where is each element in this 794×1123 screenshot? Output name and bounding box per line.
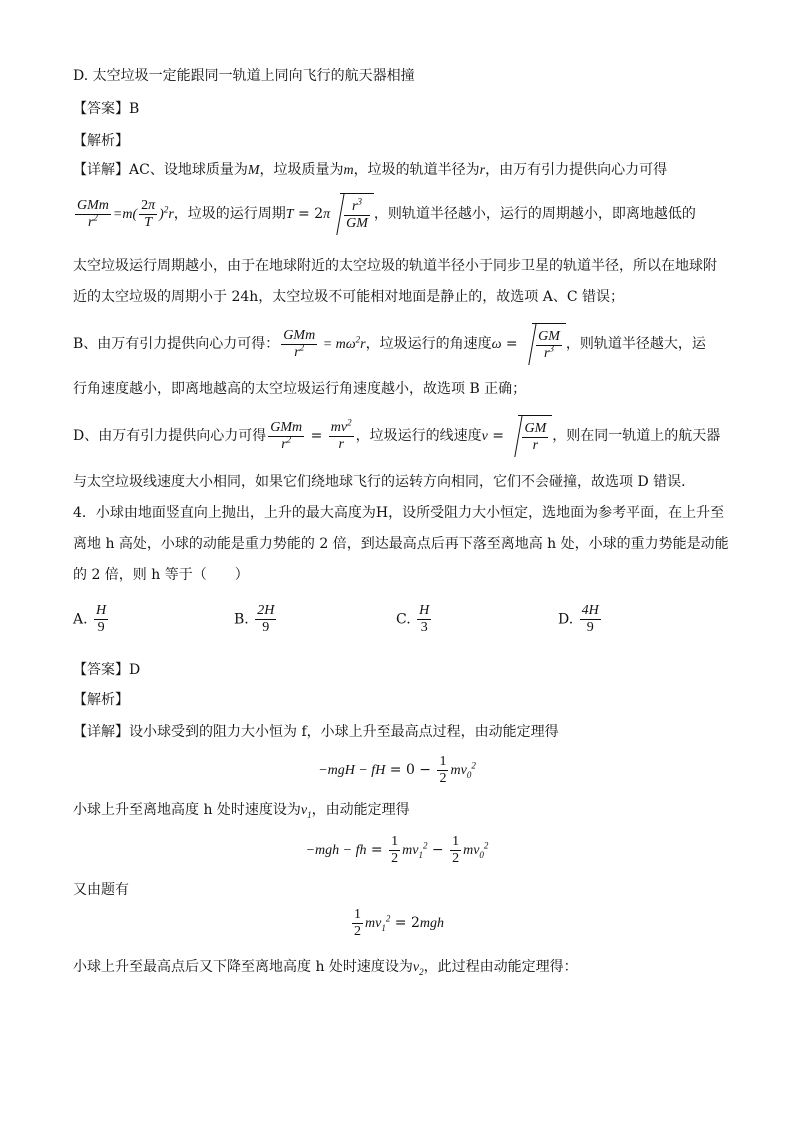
- equation-3: $\frac{1}{2}$ $mv_1^2 = 2mgh$: [354, 906, 444, 939]
- q3-detail-line-3: 太空垃圾运行周期越小，由于在地球附近的太空垃圾的轨道半径小于同步卫星的轨道半径，所以在地球附: [73, 258, 717, 274]
- q4-analysis-label: 【解析】: [73, 692, 129, 708]
- sqrt-r3-gm: $\frac{r^3}{GM}$: [330, 193, 374, 235]
- q4-option-d: D. $\frac{4H}{9}$: [558, 603, 599, 635]
- q4-option-a: A. $\frac{H}{9}$: [73, 603, 107, 635]
- q4-text-4: 小球上升至最高点后又下降至离地高度 h 处时速度设为$v_2$，此过程由动能定理得：: [73, 959, 578, 977]
- q4-text-3: 又由题有: [73, 882, 129, 898]
- q3-d-line-2: 与太空垃圾线速度大小相同，如果它们绕地球飞行的运转方向相同，它们不会碰撞，故选项 D 错误．: [73, 474, 696, 490]
- equation-1: −mgH − fH = 0 − $\frac{1}{2}$ $mv_0^2$: [318, 753, 476, 786]
- q3-answer: [73, 99, 139, 119]
- equation-2: −mgh − fh = $\frac{1}{2}$ $mv_1^2$ − $\frac{1}{2}$ $mv_0^2$: [305, 833, 489, 866]
- q4-option-c: C. $\frac{H}{3}$: [396, 603, 430, 635]
- q4-answer: 【答案】D: [73, 662, 141, 678]
- q3-detail-line-4: 近的太空垃圾的周期小于 24h，太空垃圾不可能相对地面是静止的，故选项 A、C 错误；: [73, 289, 625, 305]
- answer-value: B: [129, 101, 140, 117]
- q4-stem-3: 的 2 倍，则 h 等于（ ）: [73, 567, 249, 583]
- q3-option-d: D. 太空垃圾一定能跟同一轨道上同向飞行的航天器相撞: [73, 68, 415, 84]
- q3-d-line-1: D、由万有引力提供向心力可得 $\frac{\text{GMm}}{r^2}$ = $\frac{mv^2}{r}$ ，垃圾运行的线速度v = $\frac{GM}{r}$ ，则在同一轨道上的航天器: [73, 415, 720, 457]
- answer-label: 【答案】: [73, 101, 129, 117]
- q3-b-line-1: B、由万有引力提供向心力可得： $\frac{\text{GMm}}{r^2}$ = $m\omega^2r$，垃圾运行的角速度ω = $\frac{GM}{r^3}$ ，则轨道半径越大，运: [73, 323, 706, 365]
- q4-option-b: B. $\frac{2H}{9}$: [234, 603, 275, 635]
- q4-text-2: 小球上升至离地高度 h 处时速度设为$v_1$，由动能定理得: [73, 802, 410, 820]
- formula-gmm-r2: $\frac{\text{GMm}}{r^2}$: [77, 197, 109, 230]
- q3-detail-line-2: $\frac{\text{GMm}}{r^2}$ =m( $\frac{2\pi}{T}$ )$^2$r，垃圾的运行周期T = 2π $\frac{r^3}{GM}$ ，则轨道半径越小，运行的周期越小，即离地越低的: [73, 193, 696, 235]
- q3-analysis-label: 【解析】: [73, 133, 129, 149]
- q3-detail-line-1: 【详解】AC、设地球质量为M，垃圾质量为m，垃圾的轨道半径为r，由万有引力提供向心力可得: [73, 162, 668, 178]
- q4-stem-1: 4．小球由地面竖直向上抛出，上升的最大高度为H，设所受阻力大小恒定，选地面为参考平面，在上升至: [73, 505, 725, 521]
- q3-b-line-2: 行角速度越小，即离地越高的太空垃圾运行角速度越小，故选项 B 正确；: [73, 381, 527, 397]
- q4-detail-1: 【详解】设小球受到的阻力大小恒为 f，小球上升至最高点过程，由动能定理得: [73, 724, 559, 740]
- q4-stem-2: 离地 h 高处，小球的动能是重力势能的 2 倍，到达最高点后再下落至离地高 h 处，小球的重力势能是动能: [73, 536, 729, 552]
